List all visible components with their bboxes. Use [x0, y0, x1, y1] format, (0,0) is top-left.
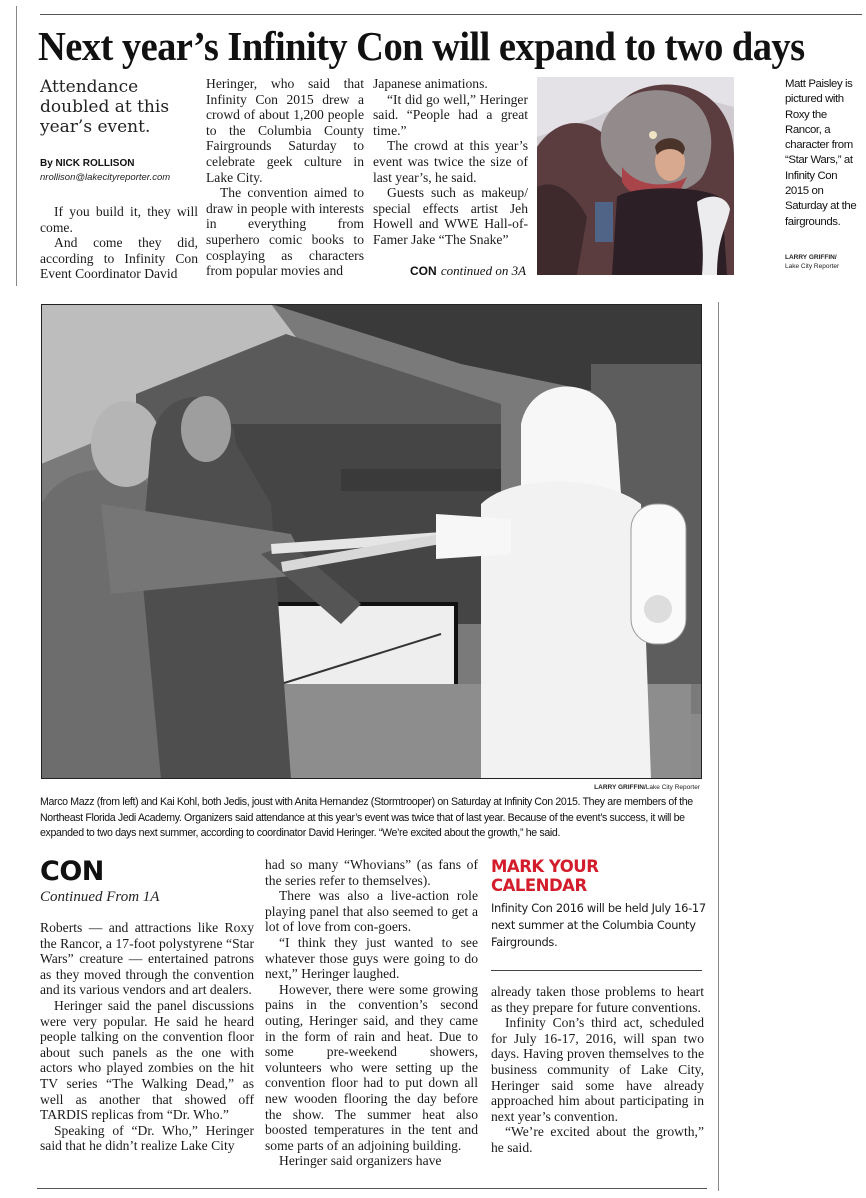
- continuation-subheading: Continued From 1A: [40, 889, 160, 905]
- paragraph: However, there were some growing pains in the convention’s second outing, Heringer said, and they came in the form of rain and heat. Due to some pre-weekend showers, volunteers who were setting up the convention floor had to put down all new wooden flooring the day before the show. The summer heat also boosted temperatures in the tent and some parts of an adjoining building.: [265, 981, 478, 1153]
- paragraph: The crowd at this year’s event was twice the size of last year’s, he said.: [373, 138, 528, 185]
- main-photo-credit: [594, 784, 700, 791]
- paragraph: Heringer said organizers have: [279, 1153, 442, 1169]
- calendar-heading-line-2: CALENDAR: [491, 876, 587, 895]
- rancor-photo-caption: Matt Paisley is pictured with Roxy the Rancor, a character from “Star Wars,” at Infinity Con 2015 on Saturday at the fairgrounds.: [785, 78, 857, 228]
- paragraph: Roberts — and attractions like Roxy the Rancor, a 17-foot polystyrene “Star Wars” creature — entertained patrons as they moved through the convention and its various vendors and art dealers.: [40, 920, 254, 998]
- calendar-divider: [491, 970, 702, 971]
- calendar-heading: [491, 857, 711, 895]
- photographer-name: LARRY GRIFFIN/: [785, 254, 837, 261]
- main-photo-caption: Marco Mazz (from left) and Kai Kohl, both Jedis, joust with Anita Hernandez (Stormtrooper) on Saturday at Infinity Con 2015. They are members of the Northeast Florida Jedi Academy. Organizers said attendance at this year’s event was twice that of last year. Because of the event’s success, it will be expanded to two days next summer, according to coordinator David Heringer. “We’re excited about the growth,” he said.: [40, 796, 693, 839]
- calendar-heading-line-1: MARK YOUR: [491, 857, 599, 876]
- photographer-name: LARRY GRIFFIN/: [594, 784, 646, 791]
- jump-text: continued on 3A: [440, 263, 527, 278]
- paragraph: Speaking of “Dr. Who,” Heringer said that he didn’t realize Lake City: [40, 1122, 254, 1154]
- jump-keyword: CON: [410, 264, 437, 278]
- rancor-photo: [537, 77, 734, 275]
- paragraph: Japanese animations.: [373, 76, 488, 91]
- jump-line[interactable]: [410, 263, 526, 279]
- paragraph: And come they did, according to Infinity Con Event Coordinator David: [40, 235, 198, 282]
- paragraph: The convention aimed to draw in people with interests in everything from superhero comic books to cosplaying as characters from popular movies and: [206, 185, 364, 279]
- headline: Next year’s Infinity Con will expand to two days: [38, 23, 805, 69]
- story-column-3: [373, 76, 528, 248]
- paragraph: Heringer said the panel discussions were very popular. He said he heard people talking on the convention floor about such panels as the one with actors who played zombies on the hit TV series “The Walking Dead,” as well as another that showed off TARDIS replicas from “Dr. Who.”: [40, 997, 254, 1123]
- paragraph: Guests such as makeup/ special effects artist Jeh Howell and WWE Hall-of-Famer Jake “The Snake”: [373, 185, 528, 247]
- rancor-photo-illustration: [537, 77, 734, 275]
- calendar-body: Infinity Con 2016 will be held July 16-17 next summer at the Columbia County Fairgrounds.: [491, 901, 706, 949]
- right-margin-rule: [718, 302, 719, 1191]
- paragraph: If you build it, they will come.: [40, 204, 198, 235]
- paragraph: “I think they just wanted to see whatever those guys were going to do next,” Heringer laughed.: [265, 934, 478, 982]
- paragraph: “It did go well,” Heringer said. “People had a great time.”: [373, 91, 528, 138]
- continuation-column-3: [491, 984, 704, 1156]
- paragraph: There was also a live-action role playing panel that also seemed to get a lot of love from con-goers.: [265, 888, 478, 935]
- continuation-column-2: [265, 857, 478, 1169]
- jedi-stormtrooper-photo-illustration: [41, 304, 702, 779]
- continuation-column-1: [40, 920, 254, 1154]
- top-rule: [40, 14, 862, 15]
- bottom-rule: [37, 1188, 707, 1189]
- left-margin-rule: [16, 6, 17, 286]
- paragraph: already taken those problems to heart as they prepare for future conventions.: [491, 984, 704, 1015]
- story-column-2: [206, 76, 364, 279]
- photographer-org: Lake City Reporter: [645, 784, 700, 791]
- byline: By NICK ROLLISON: [40, 158, 135, 169]
- paragraph: had so many “Whovians” (as fans of the series refer to themselves).: [265, 857, 478, 888]
- paragraph: Heringer, who said that Infinity Con 2015 drew a crowd of about 1,200 people to the Columbia County Fairgrounds Saturday to celebrate geek culture in Lake City.: [206, 76, 364, 185]
- author-email-link[interactable]: nrollison@lakecityreporter.com: [40, 172, 171, 183]
- paragraph: “We’re excited about the growth,” he said.: [491, 1124, 704, 1155]
- rancor-photo-credit: [785, 253, 863, 271]
- story-column-1: [40, 204, 198, 282]
- photographer-org: Lake City Reporter: [785, 263, 840, 270]
- deck: Attendance doubled at this year’s event.: [40, 77, 170, 137]
- paragraph: Infinity Con’s third act, scheduled for July 16-17, 2016, will span two days. Having proven themselves to the business community of Lake City, Heringer said some have already approached him about participating in next year’s convention.: [491, 1015, 704, 1124]
- main-photo: [41, 304, 702, 779]
- continuation-heading: CON: [40, 856, 104, 887]
